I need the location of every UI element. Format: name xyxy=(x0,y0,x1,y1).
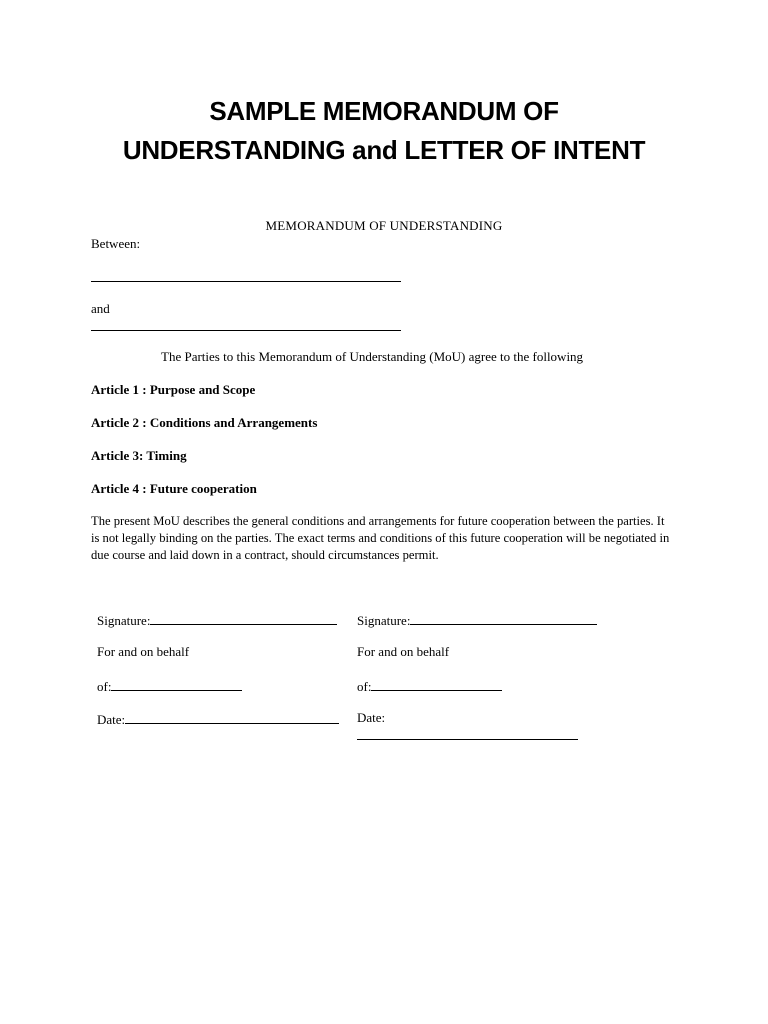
body-paragraph: The present MoU describes the general conditions and arrangements for future cooperation between the parties. It is not legally binding on the parties. The exact terms and conditions of this future cooperation will be negotiated in due course and laid down in a contract, should circumstances permit. xyxy=(91,514,670,562)
of-label: of: xyxy=(97,679,112,694)
date-line-left xyxy=(97,710,339,728)
party-one-blank-line xyxy=(91,281,401,282)
section-heading: MEMORANDUM OF UNDERSTANDING xyxy=(265,218,503,233)
signature-blank xyxy=(410,611,597,625)
signature-label: Signature: xyxy=(97,613,151,628)
of-line-right xyxy=(357,677,502,695)
date-label: Date: xyxy=(97,712,126,727)
of-blank xyxy=(111,677,242,691)
date-label-right: Date: xyxy=(357,710,386,725)
intro-text: The Parties to this Memorandum of Understanding (MoU) agree to the following xyxy=(161,349,584,364)
behalf-label-left: For and on behalf xyxy=(97,644,190,659)
document-title-line-1: SAMPLE MEMORANDUM OF xyxy=(209,96,559,126)
party-two-blank-line xyxy=(91,330,401,331)
date-blank-right xyxy=(357,739,578,740)
signature-line-left xyxy=(97,611,337,629)
article-heading: Article 4 : Future cooperation xyxy=(91,481,257,496)
date-blank xyxy=(125,710,339,724)
and-label: and xyxy=(91,301,110,316)
article-heading: Article 2 : Conditions and Arrangements xyxy=(91,415,318,430)
document-title-line-2: UNDERSTANDING and LETTER OF INTENT xyxy=(122,135,646,165)
signature-line-right xyxy=(357,611,597,629)
signature-label: Signature: xyxy=(357,613,411,628)
behalf-label-right: For and on behalf xyxy=(357,644,450,659)
between-label: Between: xyxy=(91,236,141,251)
of-label: of: xyxy=(357,679,372,694)
of-line-left xyxy=(97,677,242,695)
signature-blank xyxy=(150,611,337,625)
article-heading: Article 3: Timing xyxy=(91,448,187,463)
of-blank xyxy=(371,677,502,691)
article-heading: Article 1 : Purpose and Scope xyxy=(91,382,256,397)
